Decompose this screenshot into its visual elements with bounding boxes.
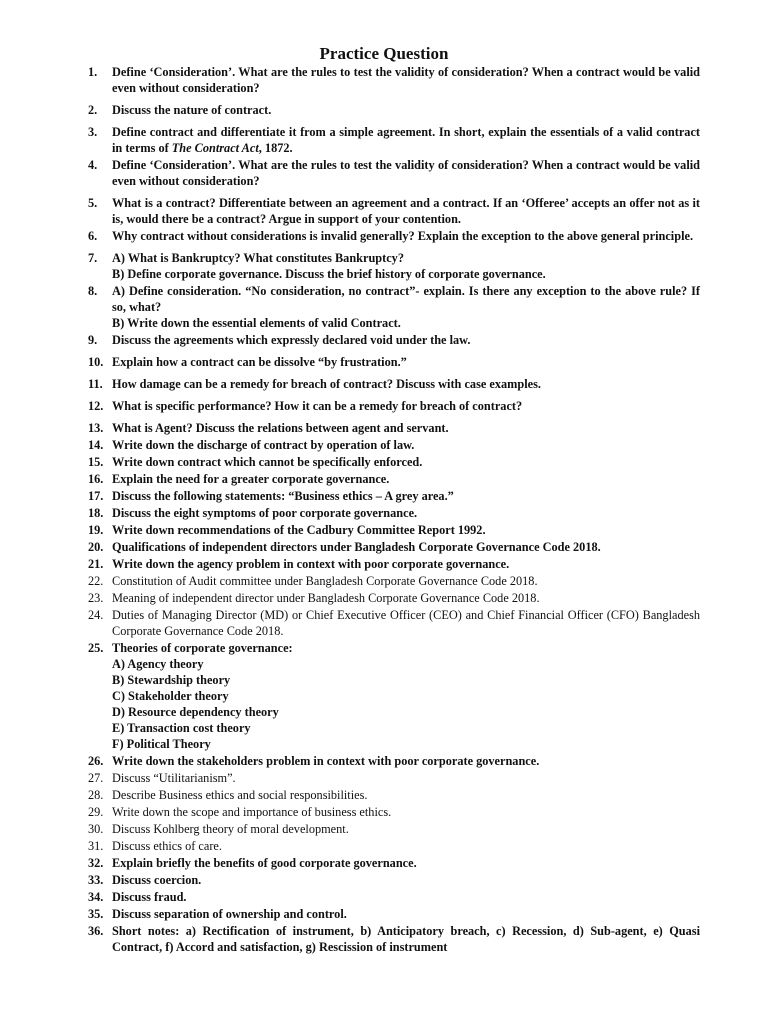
question-line: Describe Business ethics and social responsibilities. [112,788,368,802]
question-text [112,872,700,888]
question-line: How damage can be a remedy for breach of contract? Discuss with case examples. [112,377,541,391]
page-title: Practice Question [319,44,449,63]
question-line: Write down the agency problem in context with poor corporate governance. [112,557,510,571]
question-text [112,640,700,752]
question-item [88,821,700,837]
question-line: What is Agent? Discuss the relations between agent and servant. [112,421,449,435]
question-text [112,804,700,820]
question-number: 6. [88,229,98,243]
question-text [112,889,700,905]
question-item [88,838,700,854]
act-name: The Contract Act [171,141,259,155]
question-line: What is specific performance? How it can be a remedy for breach of contract? [112,399,523,413]
question-line: Define ‘Consideration’. What are the rules to test the validity of consideration? When a contract would be valid even without consideration? [112,65,700,95]
question-line: Write down the discharge of contract by operation of law. [112,438,415,452]
question-number: 22. [88,574,104,588]
question-line: D) Resource dependency theory [112,705,279,719]
question-text [112,590,700,606]
question-text [112,838,700,854]
question-text [112,471,700,487]
question-text [112,195,700,227]
question-line: Discuss separation of ownership and control. [112,907,347,921]
question-line: Discuss ethics of care. [112,839,222,853]
question-number: 15. [88,455,104,469]
question-item [88,640,700,752]
question-line: Meaning of independent director under Bangladesh Corporate Governance Code 2018. [112,591,540,605]
question-line: Discuss the agreements which expressly declared void under the law. [112,333,471,347]
question-line: F) Political Theory [112,737,211,751]
question-item [88,573,700,589]
question-number: 11. [88,377,103,391]
question-number: 28. [88,788,104,802]
question-text [112,539,700,555]
question-item [88,505,700,521]
question-item [88,488,700,504]
question-text [112,753,700,769]
question-number: 24. [88,608,104,622]
question-number: 26. [88,754,104,768]
question-item [88,855,700,871]
question-text [112,157,700,189]
question-line: Explain briefly the benefits of good corporate governance. [112,856,417,870]
question-line: Discuss the nature of contract. [112,103,272,117]
question-number: 23. [88,591,104,605]
question-line: E) Transaction cost theory [112,721,251,735]
question-item [88,872,700,888]
question-line: A) Agency theory [112,657,204,671]
question-number: 5. [88,196,98,210]
question-text [112,354,700,370]
question-line: B) Stewardship theory [112,673,231,687]
question-item [88,157,700,189]
question-text [112,420,700,436]
question-text [112,923,700,955]
question-text [112,64,700,96]
question-line: What is a contract? Differentiate between an agreement and a contract. If an ‘Offeree’ accepts an offer not as it is, would there be a contract? Argue in support of your contention. [112,196,700,226]
question-number: 14. [88,438,104,452]
question-item [88,753,700,769]
question-text [112,283,700,331]
question-list [88,64,700,956]
question-text [112,488,700,504]
question-number: 2. [88,103,98,117]
question-line: C) Stakeholder theory [112,689,229,703]
question-line: Write down recommendations of the Cadbury Committee Report 1992. [112,523,486,537]
question-item [88,590,700,606]
question-number: 30. [88,822,104,836]
question-item [88,787,700,803]
question-text [112,906,700,922]
question-text [112,855,700,871]
question-number: 9. [88,333,98,347]
question-text [112,332,700,348]
question-item [88,124,700,156]
question-text [112,398,700,414]
question-line: Write down the scope and importance of business ethics. [112,805,392,819]
question-line: Qualifications of independent directors under Bangladesh Corporate Governance Code 2018. [112,540,601,554]
question-line: A) What is Bankruptcy? What constitutes Bankruptcy? [112,251,404,265]
question-item [88,376,700,392]
question-item [88,195,700,227]
question-text [112,124,700,156]
question-number: 27. [88,771,104,785]
question-number: 4. [88,158,98,172]
question-number: 25. [88,641,104,655]
question-number: 31. [88,839,104,853]
question-number: 8. [88,284,98,298]
question-line: Discuss coercion. [112,873,202,887]
question-item [88,332,700,348]
question-line: Explain the need for a greater corporate governance. [112,472,390,486]
question-item [88,556,700,572]
question-item [88,64,700,96]
question-item [88,398,700,414]
question-item [88,539,700,555]
question-number: 33. [88,873,104,887]
question-item [88,906,700,922]
question-number: 18. [88,506,104,520]
question-text [112,437,700,453]
question-text [112,250,700,282]
question-text [112,770,700,786]
question-line: Duties of Managing Director (MD) or Chief Executive Officer (CEO) and Chief Financial Officer (CFO) Bangladesh Corporate Governance Code 2018. [112,608,700,638]
question-text [112,454,700,470]
question-text [112,102,700,118]
question-text [112,573,700,589]
question-line: Define contract and differentiate it from a simple agreement. In short, explain the essentials of a valid contract in terms of The Contract Act, 1872. [112,125,700,155]
question-number: 3. [88,125,98,139]
question-item [88,228,700,244]
question-text [112,821,700,837]
question-item [88,454,700,470]
question-text [112,522,700,538]
question-number: 20. [88,540,104,554]
question-item [88,250,700,282]
question-item [88,420,700,436]
question-number: 13. [88,421,104,435]
question-line: Short notes: a) Rectification of instrument, b) Anticipatory breach, c) Recession, d) Sub-agent, e) Quasi Contract, f) Accord and satisfaction, g) Rescission of instrument [112,924,700,954]
question-line: Write down the stakeholders problem in context with poor corporate governance. [112,754,540,768]
question-line: Constitution of Audit committee under Bangladesh Corporate Governance Code 2018. [112,574,538,588]
question-item [88,923,700,955]
question-item [88,354,700,370]
question-item [88,283,700,331]
question-number: 34. [88,890,104,904]
question-item [88,437,700,453]
question-number: 32. [88,856,104,870]
question-text [112,607,700,639]
question-line: B) Write down the essential elements of valid Contract. [112,316,401,330]
question-number: 35. [88,907,104,921]
question-item [88,889,700,905]
question-line: B) Define corporate governance. Discuss the brief history of corporate governance. [112,267,546,281]
question-line: Discuss fraud. [112,890,187,904]
question-item [88,471,700,487]
question-item [88,102,700,118]
question-item [88,770,700,786]
question-number: 29. [88,805,104,819]
question-item [88,607,700,639]
question-line: Discuss “Utilitarianism”. [112,771,236,785]
question-number: 12. [88,399,104,413]
question-number: 19. [88,523,104,537]
question-text [112,228,700,244]
question-item [88,522,700,538]
question-number: 21. [88,557,104,571]
question-number: 10. [88,355,104,369]
question-line: Discuss the following statements: “Business ethics – A grey area.” [112,489,454,503]
question-text [112,787,700,803]
question-text [112,505,700,521]
question-line: Discuss Kohlberg theory of moral development. [112,822,349,836]
question-line: Discuss the eight symptoms of poor corporate governance. [112,506,418,520]
question-item [88,804,700,820]
question-line: Theories of corporate governance: [112,641,293,655]
question-line: Explain how a contract can be dissolve “by frustration.” [112,355,407,369]
question-number: 16. [88,472,104,486]
question-line: A) Define consideration. “No consideration, no contract”- explain. Is there any exception to the above rule? If so, what? [112,284,700,314]
question-line: Why contract without considerations is invalid generally? Explain the exception to the above general principle. [112,229,694,243]
question-number: 1. [88,65,98,79]
question-number: 17. [88,489,104,503]
question-number: 36. [88,924,104,938]
question-number: 7. [88,251,98,265]
question-line: Define ‘Consideration’. What are the rules to test the validity of consideration? When a contract would be valid even without consideration? [112,158,700,188]
question-line: Write down contract which cannot be specifically enforced. [112,455,423,469]
question-text [112,556,700,572]
question-text [112,376,700,392]
